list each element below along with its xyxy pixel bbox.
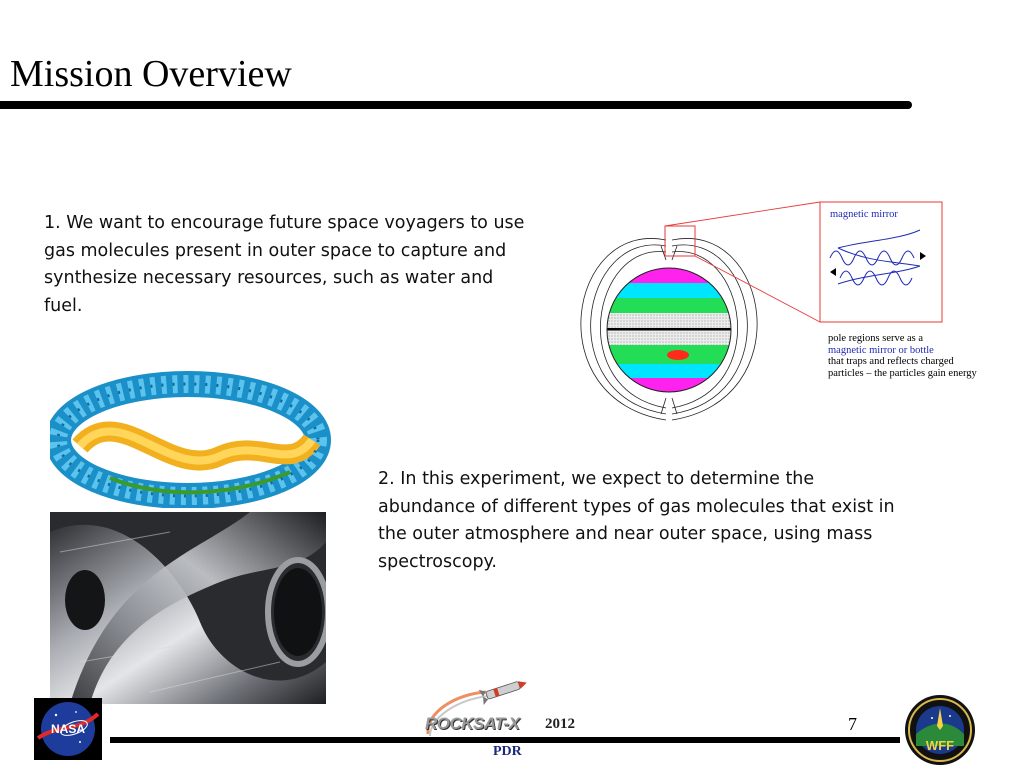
objective-paragraph-2: 2. In this experiment, we expect to determine the abundance of different types of gas molecules that exist in the outer atmosphere and near outer space, using mass spectroscopy. [378, 469, 895, 572]
note-rest: that traps and reflects charged particles – the particles gain energy [828, 356, 977, 379]
note-line-1: pole regions serve as a [828, 333, 924, 344]
magnetosphere-diagram [548, 200, 968, 430]
magnetic-mirror-note [828, 333, 978, 379]
review-label: PDR [493, 744, 522, 759]
note-highlight: magnetic mirror or bottle [828, 344, 934, 356]
stellarator-coil-image [50, 360, 335, 508]
wff-badge [902, 690, 978, 768]
svg-text:NASA: NASA [50, 722, 86, 736]
page-number: 7 [848, 714, 857, 734]
reactor-vessel-photo [50, 512, 326, 704]
rocksat-x-logo: ROCKSAT-X [425, 714, 520, 733]
objective-paragraph-1: 1. We want to encourage future space voyagers to use gas molecules present in outer space to capture and synthesize necessary resources, such as water and fuel. [44, 213, 525, 316]
title-underline [0, 101, 912, 109]
wff-badge-label: WFF [925, 738, 955, 753]
nasa-logo [34, 698, 102, 760]
slide-title: Mission Overview [10, 53, 292, 95]
magnetic-mirror-label: magnetic mirror [830, 209, 898, 220]
program-year: 2012 [545, 716, 575, 732]
